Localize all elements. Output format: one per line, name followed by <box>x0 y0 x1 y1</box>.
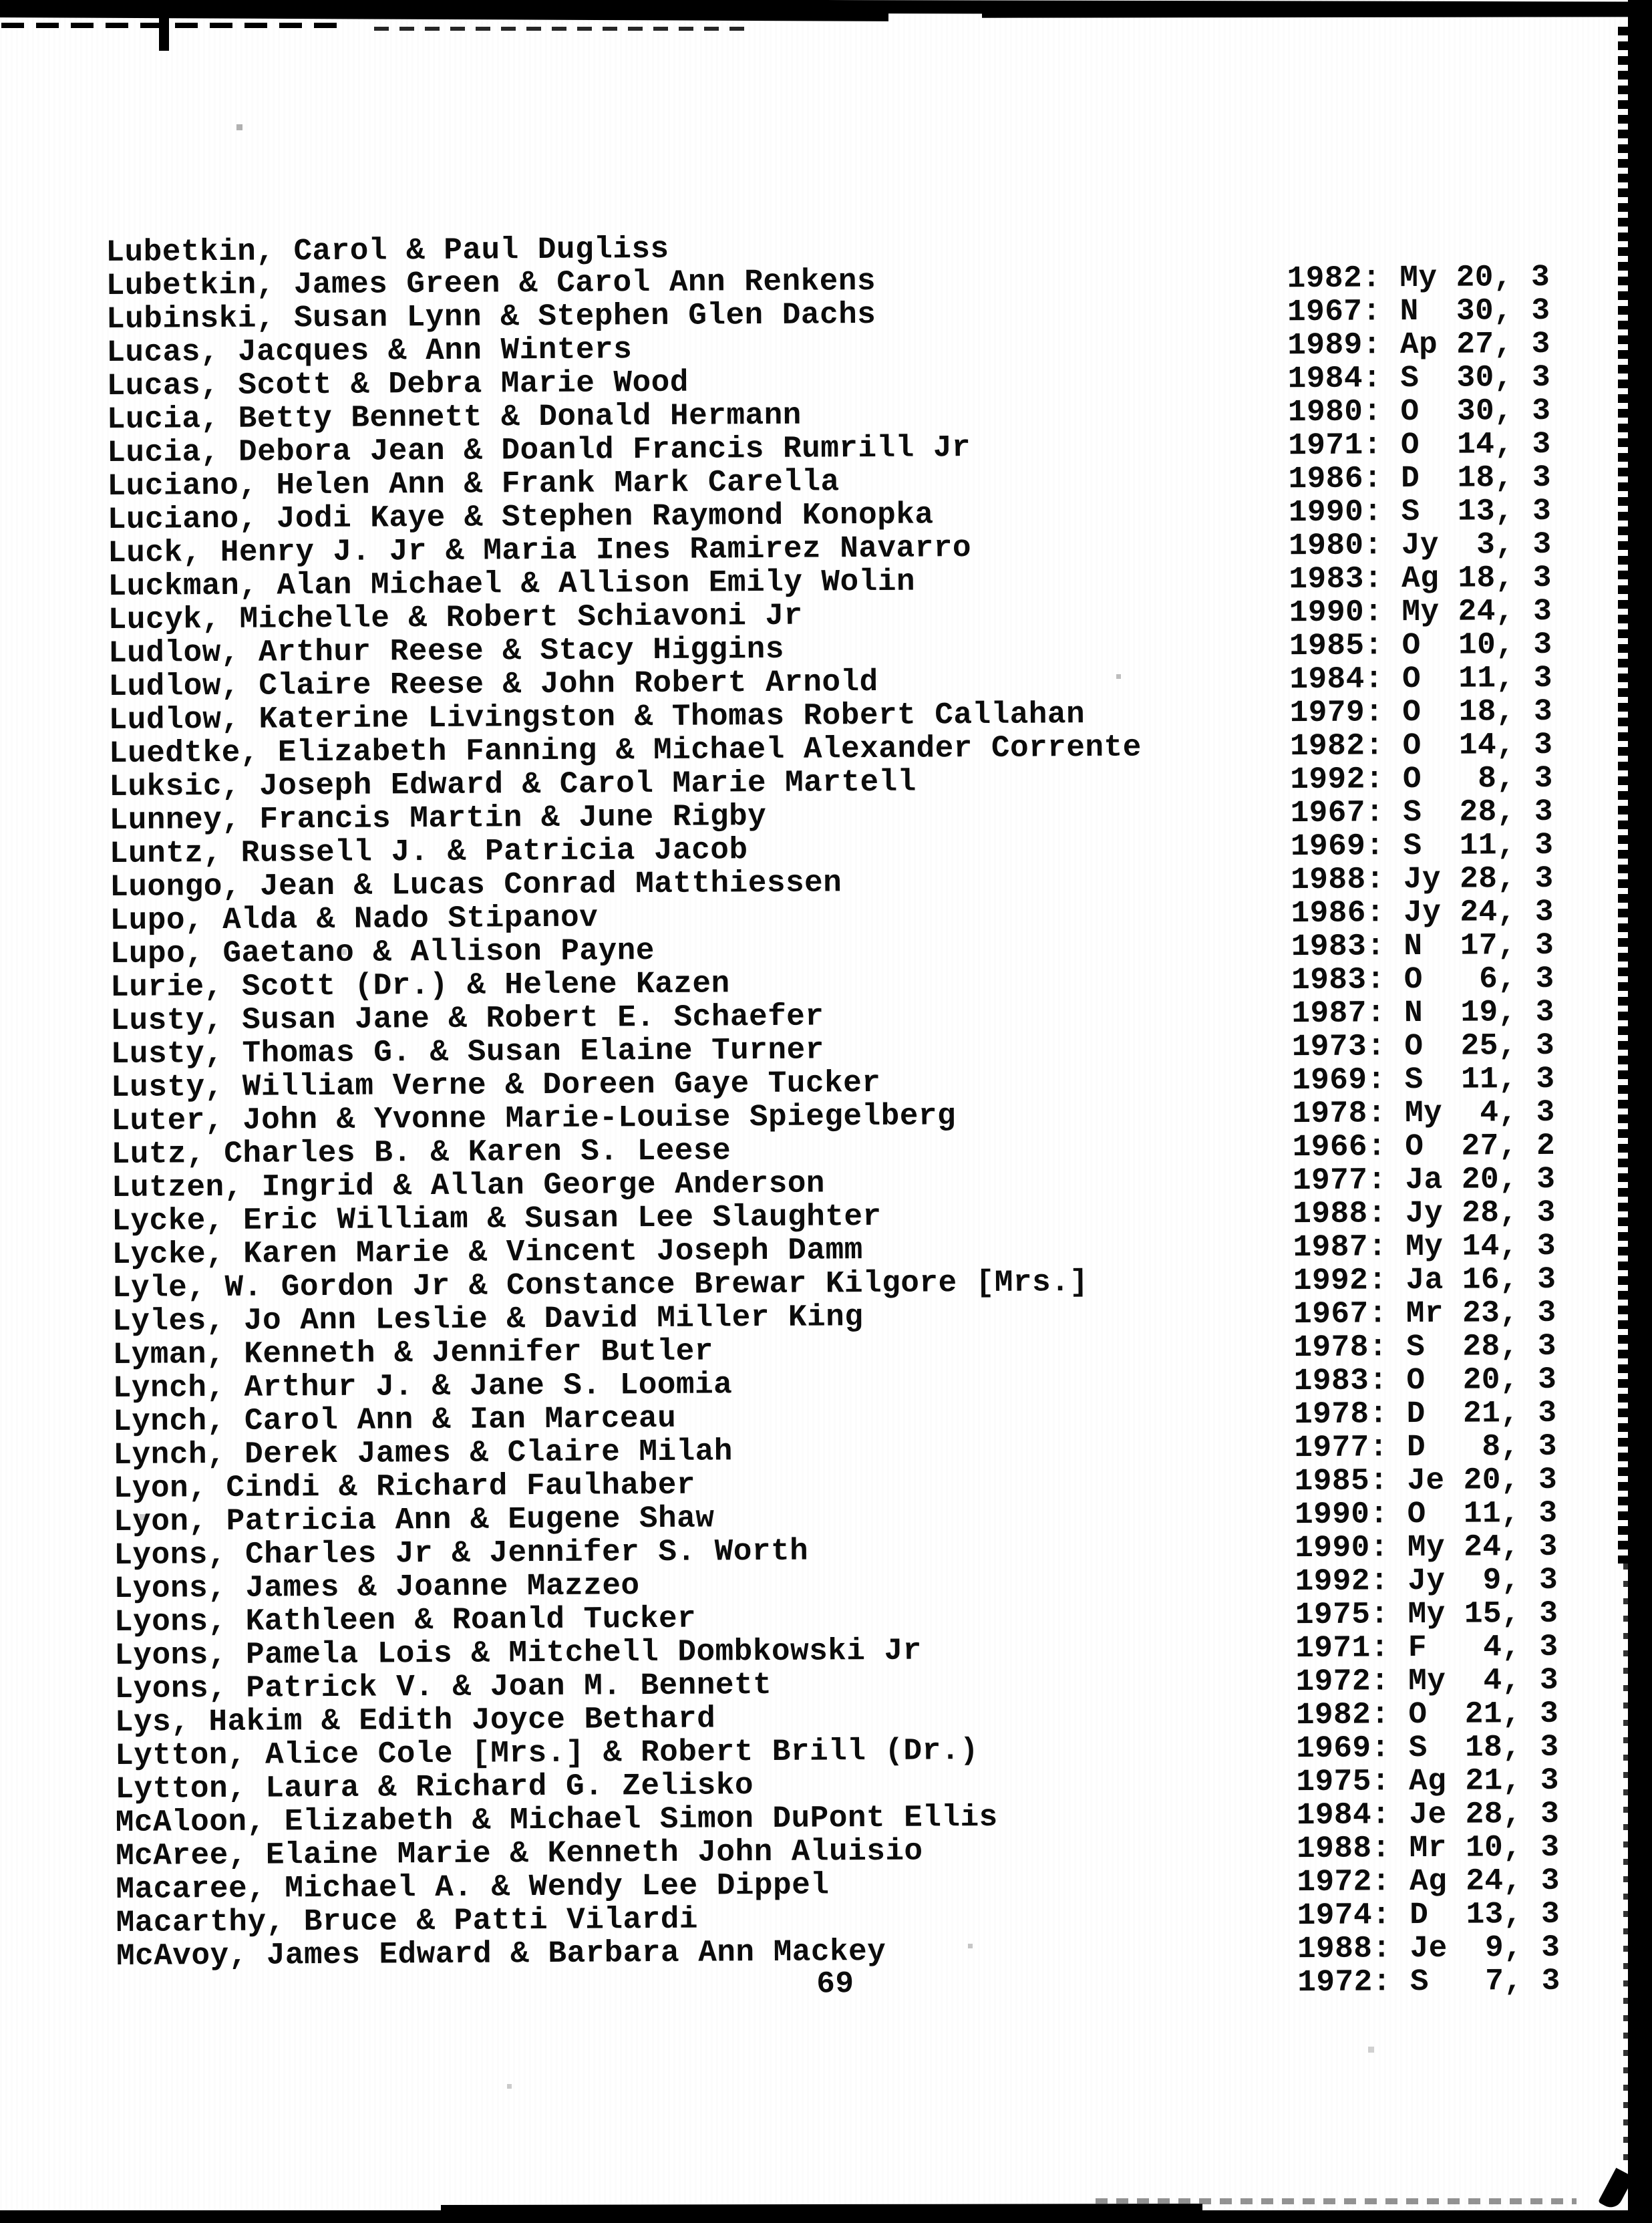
entry-date-text: 1992: Jy 9, 3 <box>1295 1562 1558 1600</box>
entry-names-text: Luedtke, Elizabeth Fanning & Michael Alexander Corrente <box>108 730 1142 771</box>
entry-date-text: 1984: O 11, 3 <box>1289 660 1553 698</box>
entry-names-text: Lytton, Alice Cole [Mrs.] & Robert Brill (Dr.) <box>115 1733 979 1773</box>
entry-names-text: Lyons, Pamela Lois & Mitchell Dombkowski Jr <box>114 1633 922 1673</box>
entry-date-text: 1992: Ja 16, 3 <box>1293 1262 1556 1299</box>
entry-names-text: Lycke, Karen Marie & Vincent Joseph Damm <box>112 1233 863 1272</box>
entry-date-text: 1982: O 14, 3 <box>1289 727 1553 764</box>
bottom-edge-scan-band-ragged <box>441 2204 1202 2213</box>
entry-names-text: Luongo, Jean & Lucas Conrad Matthiessen <box>110 865 842 905</box>
entry-names-text: Lubinski, Susan Lynn & Stephen Glen Dachs <box>106 297 876 337</box>
entry-date-text: 1980: O 30, 3 <box>1287 393 1551 430</box>
entry-date-text: 1975: My 15, 3 <box>1295 1596 1558 1633</box>
entry-date-text: 1984: S 30, 3 <box>1287 359 1551 397</box>
entry-date-text: 1967: S 28, 3 <box>1290 794 1554 831</box>
entry-names-text: McAvoy, James Edward & Barbara Ann Mackey <box>116 1934 886 1974</box>
entry-date-text: 1973: O 25, 3 <box>1291 1028 1555 1065</box>
entry-names-text: Lyles, Jo Ann Leslie & David Miller King <box>112 1300 864 1339</box>
entry-date-text: 1985: O 10, 3 <box>1289 627 1552 664</box>
top-edge-scan-dashes-2 <box>374 27 748 31</box>
entry-names-text: Luntz, Russell J. & Patricia Jacob <box>109 833 748 871</box>
page-number: 69 <box>816 1966 854 2002</box>
entry-names-text: Luksic, Joseph Edward & Carol Marie Martell <box>109 764 917 804</box>
entry-names-text: Lyon, Cindi & Richard Faulhaber <box>113 1467 696 1506</box>
right-edge-scan-flecks-2 <box>1623 1564 1631 2165</box>
entry-date-text: 1969: S 11, 3 <box>1291 1061 1555 1098</box>
entry-date-text: 1966: O 27, 2 <box>1292 1128 1556 1165</box>
top-edge-scan-dashes <box>1 23 349 28</box>
scan-specks <box>0 0 3 3</box>
entry-date-text: 1977: D 8, 3 <box>1294 1429 1558 1466</box>
index-text-block <box>106 193 1613 2002</box>
entry-names-text: Lyon, Patricia Ann & Eugene Shaw <box>113 1501 715 1539</box>
entry-date-text: 1984: Je 28, 3 <box>1296 1796 1560 1833</box>
entry-names-text: Luciano, Jodi Kaye & Stephen Raymond Konopka <box>107 497 934 537</box>
entry-names-text: Luck, Henry J. Jr & Maria Ines Ramirez Navarro <box>108 531 972 571</box>
entry-date-text: 1969: S 11, 3 <box>1290 827 1554 865</box>
index-list <box>106 193 1613 2000</box>
entry-date-text: 1971: F 4, 3 <box>1295 1629 1558 1666</box>
entry-date-text: 1983: O 6, 3 <box>1291 961 1554 998</box>
entry-names-text: Lucas, Scott & Debra Marie Wood <box>106 365 689 404</box>
entry-date-text: 1975: Ag 21, 3 <box>1296 1763 1560 1800</box>
entry-names-text: Ludlow, Claire Reese & John Robert Arnold <box>108 664 878 704</box>
right-edge-scan-band <box>1628 0 1652 2223</box>
entry-date-text: 1978: D 21, 3 <box>1293 1395 1557 1433</box>
entry-names-text: Lubetkin, Carol & Paul Dugliss <box>106 231 669 270</box>
entry-names-text: Lupo, Alda & Nado Stipanov <box>110 900 599 938</box>
right-edge-scan-flecks <box>1618 27 1630 1564</box>
entry-date-text: 1988: Jy 28, 3 <box>1293 1195 1556 1232</box>
entry-date-text: 1986: Jy 24, 3 <box>1291 894 1554 931</box>
entry-date-text: 1978: My 4, 3 <box>1292 1094 1555 1132</box>
entry-names-text: Lubetkin, James Green & Carol Ann Renkens <box>106 263 876 303</box>
entry-date-text: 1967: Mr 23, 3 <box>1293 1295 1556 1332</box>
entry-date-text: 1969: S 18, 3 <box>1296 1729 1559 1767</box>
entry-names-text: Ludlow, Katerine Livingston & Thomas Robert Callahan <box>108 697 1086 738</box>
entry-date-text: 1990: My 24, 3 <box>1295 1529 1558 1566</box>
entry-date-text: 1972: My 4, 3 <box>1295 1662 1559 1700</box>
entry-date-text: 1974: D 13, 3 <box>1297 1896 1560 1934</box>
entry-names-text: Lunney, Francis Martin & June Rigby <box>109 798 767 838</box>
entry-date-text: 1982: My 20, 3 <box>1287 259 1550 297</box>
entry-names-text: Lusty, Susan Jane & Robert E. Schaefer <box>110 999 824 1038</box>
entry-names-text: Lynch, Carol Ann & Ian Marceau <box>112 1400 677 1439</box>
entry-date-text: 1990: My 24, 3 <box>1289 593 1552 631</box>
entry-names-text: Lyons, Kathleen & Roanld Tucker <box>114 1601 697 1640</box>
entry-date-text: 1978: S 28, 3 <box>1293 1328 1557 1366</box>
entry-names-text: Lutzen, Ingrid & Allan George Anderson <box>111 1166 826 1205</box>
entry-names-text: Lutz, Charles B. & Karen S. Leese <box>111 1133 731 1172</box>
entry-names-text: Lusty, Thomas G. & Susan Elaine Turner <box>110 1032 824 1072</box>
bottom-edge-scan-dashes <box>1096 2198 1577 2204</box>
entry-date-text: 1983: Ag 18, 3 <box>1289 560 1552 597</box>
entry-names-text: Lyons, Charles Jr & Jennifer S. Worth <box>114 1533 809 1573</box>
entry-names-text: Lytton, Laura & Richard G. Zelisko <box>115 1768 754 1807</box>
entry-date-text: 1988: Je 9, 3 <box>1297 1930 1560 1967</box>
entry-date-text: 1971: O 14, 3 <box>1288 426 1551 464</box>
entry-names-text: McAloon, Elizabeth & Michael Simon DuPont Ellis <box>115 1799 998 1840</box>
entry-names-text: Lys, Hakim & Edith Joyce Bethard <box>114 1701 716 1740</box>
entry-names-text: Lyle, W. Gordon Jr & Constance Brewar Kilgore [Mrs.] <box>112 1265 1089 1306</box>
entry-names-text: Lucas, Jacques & Ann Winters <box>106 332 633 370</box>
entry-date-text: 1967: N 30, 3 <box>1287 293 1550 330</box>
entry-date-text: 1987: N 19, 3 <box>1291 994 1555 1032</box>
entry-names-text: McAree, Elaine Marie & Kenneth John Aluisio <box>115 1833 923 1874</box>
entry-date-text: 1977: Ja 20, 3 <box>1292 1161 1556 1199</box>
entry-date-text: 1972: Ag 24, 3 <box>1297 1863 1560 1900</box>
entry-date-text: 1992: O 8, 3 <box>1290 760 1553 798</box>
entry-names-text: Luckman, Alan Michael & Allison Emily Wolin <box>108 564 916 604</box>
entry-names-text: Lucia, Debora Jean & Doanld Francis Rumrill Jr <box>107 430 971 470</box>
entry-names-text: Luter, John & Yvonne Marie-Louise Spiegelberg <box>111 1098 957 1139</box>
entry-names-text: Lucia, Betty Bennett & Donald Hermann <box>106 398 802 437</box>
entry-date-text: 1990: O 11, 3 <box>1294 1495 1558 1533</box>
entry-names-text: Luciano, Helen Ann & Frank Mark Carella <box>107 464 840 504</box>
entry-date-text: 1988: Mr 10, 3 <box>1296 1829 1560 1867</box>
entry-names-text: Lusty, William Verne & Doreen Gaye Tucker <box>110 1065 881 1105</box>
entry-date-text: 1988: Jy 28, 3 <box>1291 861 1554 898</box>
entry-date-text: 1979: O 18, 3 <box>1289 694 1553 731</box>
entry-date-text: 1987: My 14, 3 <box>1293 1228 1556 1266</box>
entry-names-text: Ludlow, Arthur Reese & Stacy Higgins <box>108 631 785 671</box>
entry-names-text: Lyons, Patrick V. & Joan M. Bennett <box>114 1667 772 1707</box>
entry-names-text: Lynch, Arthur J. & Jane S. Loomia <box>112 1367 733 1406</box>
entry-date-text: 1972: S 7, 3 <box>1297 1963 1560 2000</box>
entry-date-text: 1980: Jy 3, 3 <box>1289 527 1552 564</box>
entry-date-text: 1990: S 13, 3 <box>1288 493 1552 531</box>
entry-names-text: Lycke, Eric William & Susan Lee Slaughter <box>112 1199 882 1239</box>
entry-names-text: Lurie, Scott (Dr.) & Helene Kazen <box>110 966 730 1005</box>
entry-names-text: Lyman, Kenneth & Jennifer Butler <box>112 1334 714 1372</box>
entry-names-text: Lucyk, Michelle & Robert Schiavoni Jr <box>108 598 803 637</box>
entry-date-text: 1983: O 20, 3 <box>1293 1362 1557 1399</box>
entry-names-text: Lupo, Gaetano & Allison Payne <box>110 933 655 972</box>
entry-date-text: 1985: Je 20, 3 <box>1294 1462 1558 1499</box>
entry-date-text: 1986: D 18, 3 <box>1288 460 1552 497</box>
entry-names-text: Macaree, Michael A. & Wendy Lee Dippel <box>116 1868 830 1907</box>
entry-date-text: 1982: O 21, 3 <box>1295 1696 1559 1733</box>
entry-names-text: Lynch, Derek James & Claire Milah <box>113 1434 733 1473</box>
top-edge-scan-band-right <box>982 6 1652 17</box>
entry-names-text: Macarthy, Bruce & Patti Vilardi <box>116 1902 699 1940</box>
entry-names-text: Lyons, James & Joanne Mazzeo <box>114 1568 640 1606</box>
entry-date-text: 1989: Ap 27, 3 <box>1287 326 1550 363</box>
entry-date-text: 1983: N 17, 3 <box>1291 927 1554 965</box>
